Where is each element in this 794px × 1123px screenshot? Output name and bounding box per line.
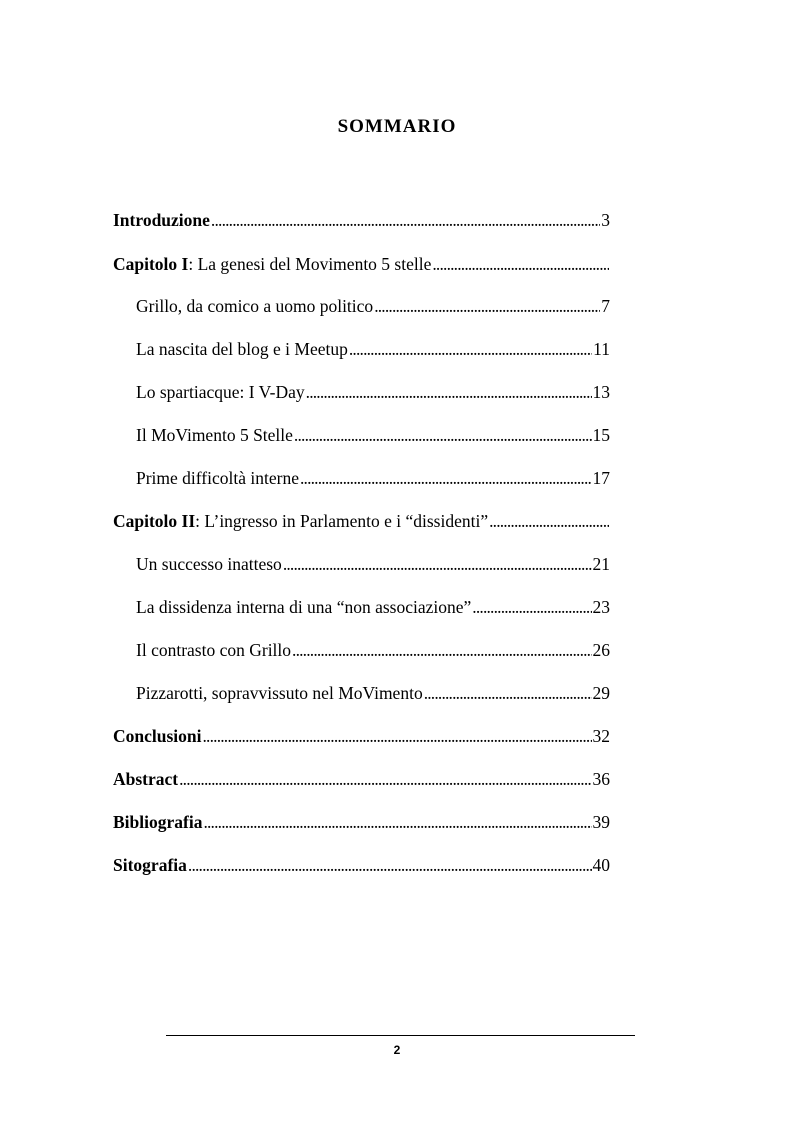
toc-entry-text: Un successo inatteso <box>136 554 282 574</box>
toc-entry-text: Grillo, da comico a uomo politico <box>136 296 374 316</box>
toc-page-number: 3 <box>601 210 610 230</box>
toc-entry-conclusioni[interactable] <box>113 724 610 748</box>
footer-page-number: 2 <box>393 1043 401 1057</box>
dot-leader <box>424 681 592 705</box>
toc-entry-text: La nascita del blog e i Meetup <box>136 339 348 359</box>
dot-leader <box>188 853 592 877</box>
toc-entry-text: La dissidenza interna di una “non associazione” <box>136 597 472 617</box>
toc-entry-bold: Conclusioni <box>113 726 202 746</box>
toc-entry-bold: Capitolo II <box>113 511 196 531</box>
toc-page-number: 15 <box>592 425 610 445</box>
toc-page-number: 32 <box>592 726 610 746</box>
dot-leader <box>211 208 600 232</box>
toc-page-number: 40 <box>592 855 610 875</box>
toc-entry-v-day[interactable] <box>136 380 610 404</box>
toc-page-number: 17 <box>592 468 610 488</box>
toc-entry-text: Prime difficoltà interne <box>136 468 299 488</box>
toc-entry-bold: Sitografia <box>113 855 187 875</box>
toc-page-number: 7 <box>601 296 610 316</box>
toc-entry-dissidenza[interactable] <box>136 595 610 619</box>
toc-entry-pizzarotti[interactable] <box>136 681 610 705</box>
dot-leader <box>300 466 592 490</box>
toc-entry-movimento[interactable] <box>136 423 610 447</box>
toc-entry-bold: Abstract <box>113 769 179 789</box>
toc-entry-text: : La genesi del Movimento 5 stelle <box>188 254 432 274</box>
toc-entry-bold: Introduzione <box>113 210 210 230</box>
toc-entry-difficolta[interactable] <box>136 466 610 490</box>
toc-entry-text: Pizzarotti, sopravvissuto nel MoVimento <box>136 683 423 703</box>
dot-leader <box>374 294 600 318</box>
toc-page-number: 29 <box>592 683 610 703</box>
footer-rule <box>166 1035 635 1036</box>
page-title: SOMMARIO <box>337 116 457 137</box>
toc-entry-contrasto[interactable] <box>136 638 610 662</box>
toc-page-number: 26 <box>592 640 610 660</box>
dot-leader <box>294 423 592 447</box>
toc-entry-introduzione[interactable] <box>113 208 610 232</box>
toc-page-number: 11 <box>593 339 610 359</box>
dot-leader <box>283 552 592 576</box>
toc-page-number: 21 <box>592 554 610 574</box>
dot-leader <box>432 252 609 276</box>
toc-page-number: 13 <box>592 382 610 402</box>
toc-entry-text: Lo spartiacque: I V-Day <box>136 382 305 402</box>
toc-entry-capitolo-2[interactable] <box>113 509 610 533</box>
dot-leader <box>489 509 609 533</box>
toc-entry-capitolo-1[interactable] <box>113 252 610 276</box>
toc-entry-blog-meetup[interactable] <box>136 337 610 361</box>
toc-entry-text: Il MoVimento 5 Stelle <box>136 425 293 445</box>
toc-entry-text: : L’ingresso in Parlamento e i “dissidenti” <box>195 511 489 531</box>
dot-leader <box>306 380 592 404</box>
toc-entry-bold: Capitolo I <box>113 254 189 274</box>
toc-page-number: 23 <box>592 597 610 617</box>
dot-leader <box>292 638 591 662</box>
toc-entry-abstract[interactable] <box>113 767 610 791</box>
toc-entry-sitografia[interactable] <box>113 853 610 877</box>
toc-entry-bibliografia[interactable] <box>113 810 610 834</box>
dot-leader <box>179 767 591 791</box>
toc-page-number: 39 <box>592 812 610 832</box>
dot-leader <box>203 810 591 834</box>
dot-leader <box>349 337 592 361</box>
toc-page-number: 36 <box>592 769 610 789</box>
toc-entry-bold: Bibliografia <box>113 812 203 832</box>
toc-entry-grillo[interactable] <box>136 294 610 318</box>
dot-leader <box>472 595 591 619</box>
dot-leader <box>203 724 592 748</box>
toc-entry-successo[interactable] <box>136 552 610 576</box>
toc-entry-text: Il contrasto con Grillo <box>136 640 292 660</box>
